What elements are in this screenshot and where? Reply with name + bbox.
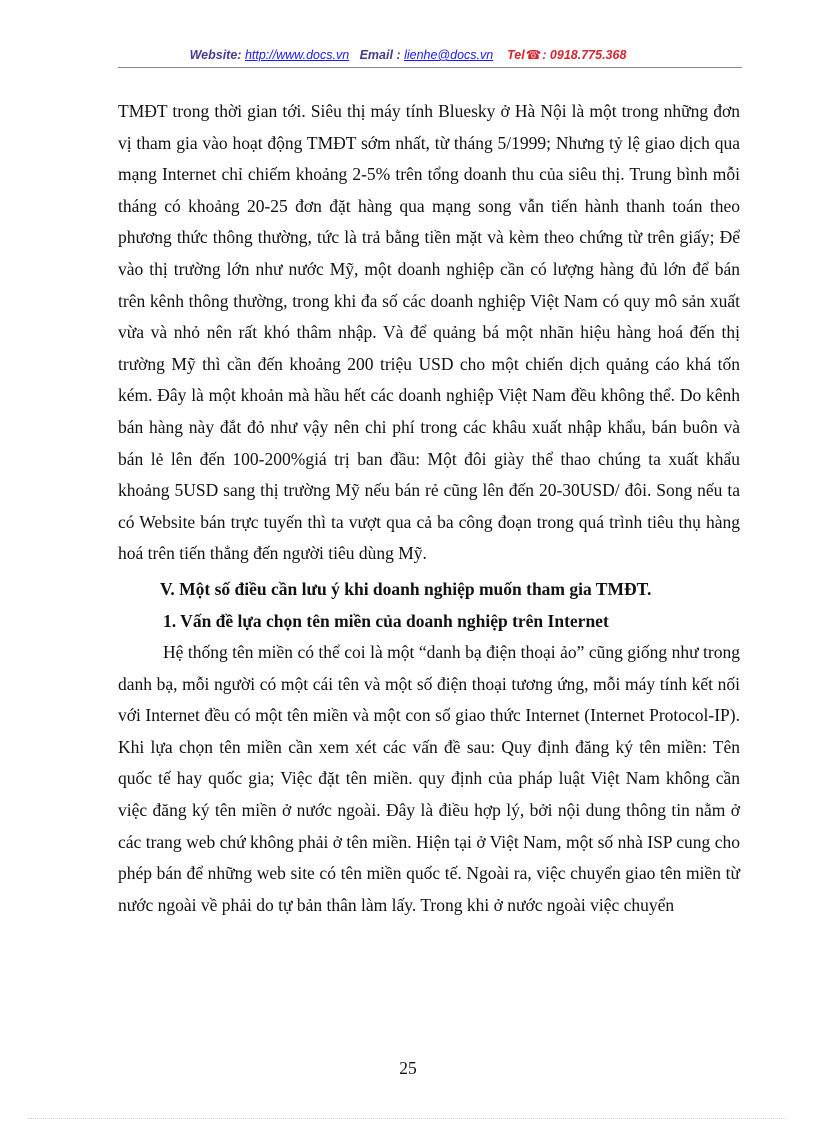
body-paragraph-2: Hệ thống tên miền có thể coi là một “danh bạ điện thoại ảo” cũng giống như trong danh bạ, mỗi người có một cái tên và một số điện thoại tương ứng, mỗi máy tính kết nối với Internet đều có một tên miền và một con số giao thức Internet (Internet Protocol-IP). Khi lựa chọn tên miền cần xem xét các vấn đề sau: Quy định đăng ký tên miền: Tên quốc tế hay quốc gia; Việc đặt tên miền. quy định của pháp luật Việt Nam không cần việc đăng ký tên miền ở nước ngoài. Đây là điều hợp lý, bởi nội dung thông tin nằm ở các trang web chứ không phải ở tên miền. Hiện tại ở Việt Nam, một số nhà ISP cung cho phép bán để những web site có tên miền quốc tế. Ngoài ra, việc chuyển giao tên miền từ nước ngoài về phải do tự bản thân làm lấy. Trong khi ở nước ngoài việc chuyển [118, 642, 740, 915]
email-link[interactable]: lienhe@docs.vn [404, 48, 494, 62]
subsection-heading: 1. Vấn đề lựa chọn tên miền của doanh nghiệp trên Internet [163, 610, 609, 631]
website-link[interactable]: http://www.docs.vn [244, 48, 350, 62]
body-paragraph-1: TMĐT trong thời gian tới. Siêu thị máy tính Bluesky ở Hà Nội là một trong những đơn vị tham gia vào hoạt động TMĐT sớm nhất, từ tháng 5/1999; Nhưng tỷ lệ giao dịch qua mạng Internet chỉ chiếm khoảng 2-5% trên tổng doanh thu của siêu thị. Trung bình mỗi tháng có khoảng 20-25 đơn đặt hàng qua mạng song vẫn tiến hành thanh toán theo phương thức thông thường, tức là trả bằng tiền mặt và kèm theo chứng từ trên giấy; Để vào thị trường lớn như nước Mỹ, một doanh nghiệp cần có lượng hàng đủ lớn để bán trên kênh thông thường, trong khi đa số các doanh nghiệp Việt Nam có quy mô sản xuất vừa và nhỏ nên rất khó thâm nhập. Và để quảng bá một nhãn hiệu hàng hoá đến thị trường Mỹ thì cần đến khoảng 200 triệu USD cho một chiến dịch quảng cáo khá tốn kém. Đây là một khoản mà hầu hết các doanh nghiệp Việt Nam đều không thể. Do kênh bán hàng này đắt đỏ như vậy nên chi phí trong các khâu xuất nhập khẩu, bán buôn và bán lẻ lên đến 100-200%giá trị ban đầu: Một đôi giày thể thao chúng ta xuất khẩu khoảng 5USD sang thị trường Mỹ nếu bán rẻ cũng lên đến 20-30USD/ đôi. Song nếu ta có Website bán trực tuyến thì ta vượt qua cả ba công đoạn trong quá trình tiêu thụ hàng hoá trên tiến thẳng đến người tiêu dùng Mỹ. [118, 101, 740, 564]
section-heading: V. Một số điều cần lưu ý khi doanh nghiệp muốn tham gia TMĐT. [160, 578, 652, 599]
email-label: Email : [359, 48, 401, 62]
footer-divider [28, 1118, 786, 1119]
page-number: 25 [399, 1058, 417, 1078]
phone-icon: ☎ [525, 48, 542, 62]
page-header [0, 47, 816, 62]
header-divider [118, 67, 742, 68]
tel-label: Tel [507, 48, 525, 62]
page-body [118, 96, 740, 921]
tel-value: : 0918.775.368 [542, 48, 627, 62]
website-label: Website: [189, 48, 242, 62]
